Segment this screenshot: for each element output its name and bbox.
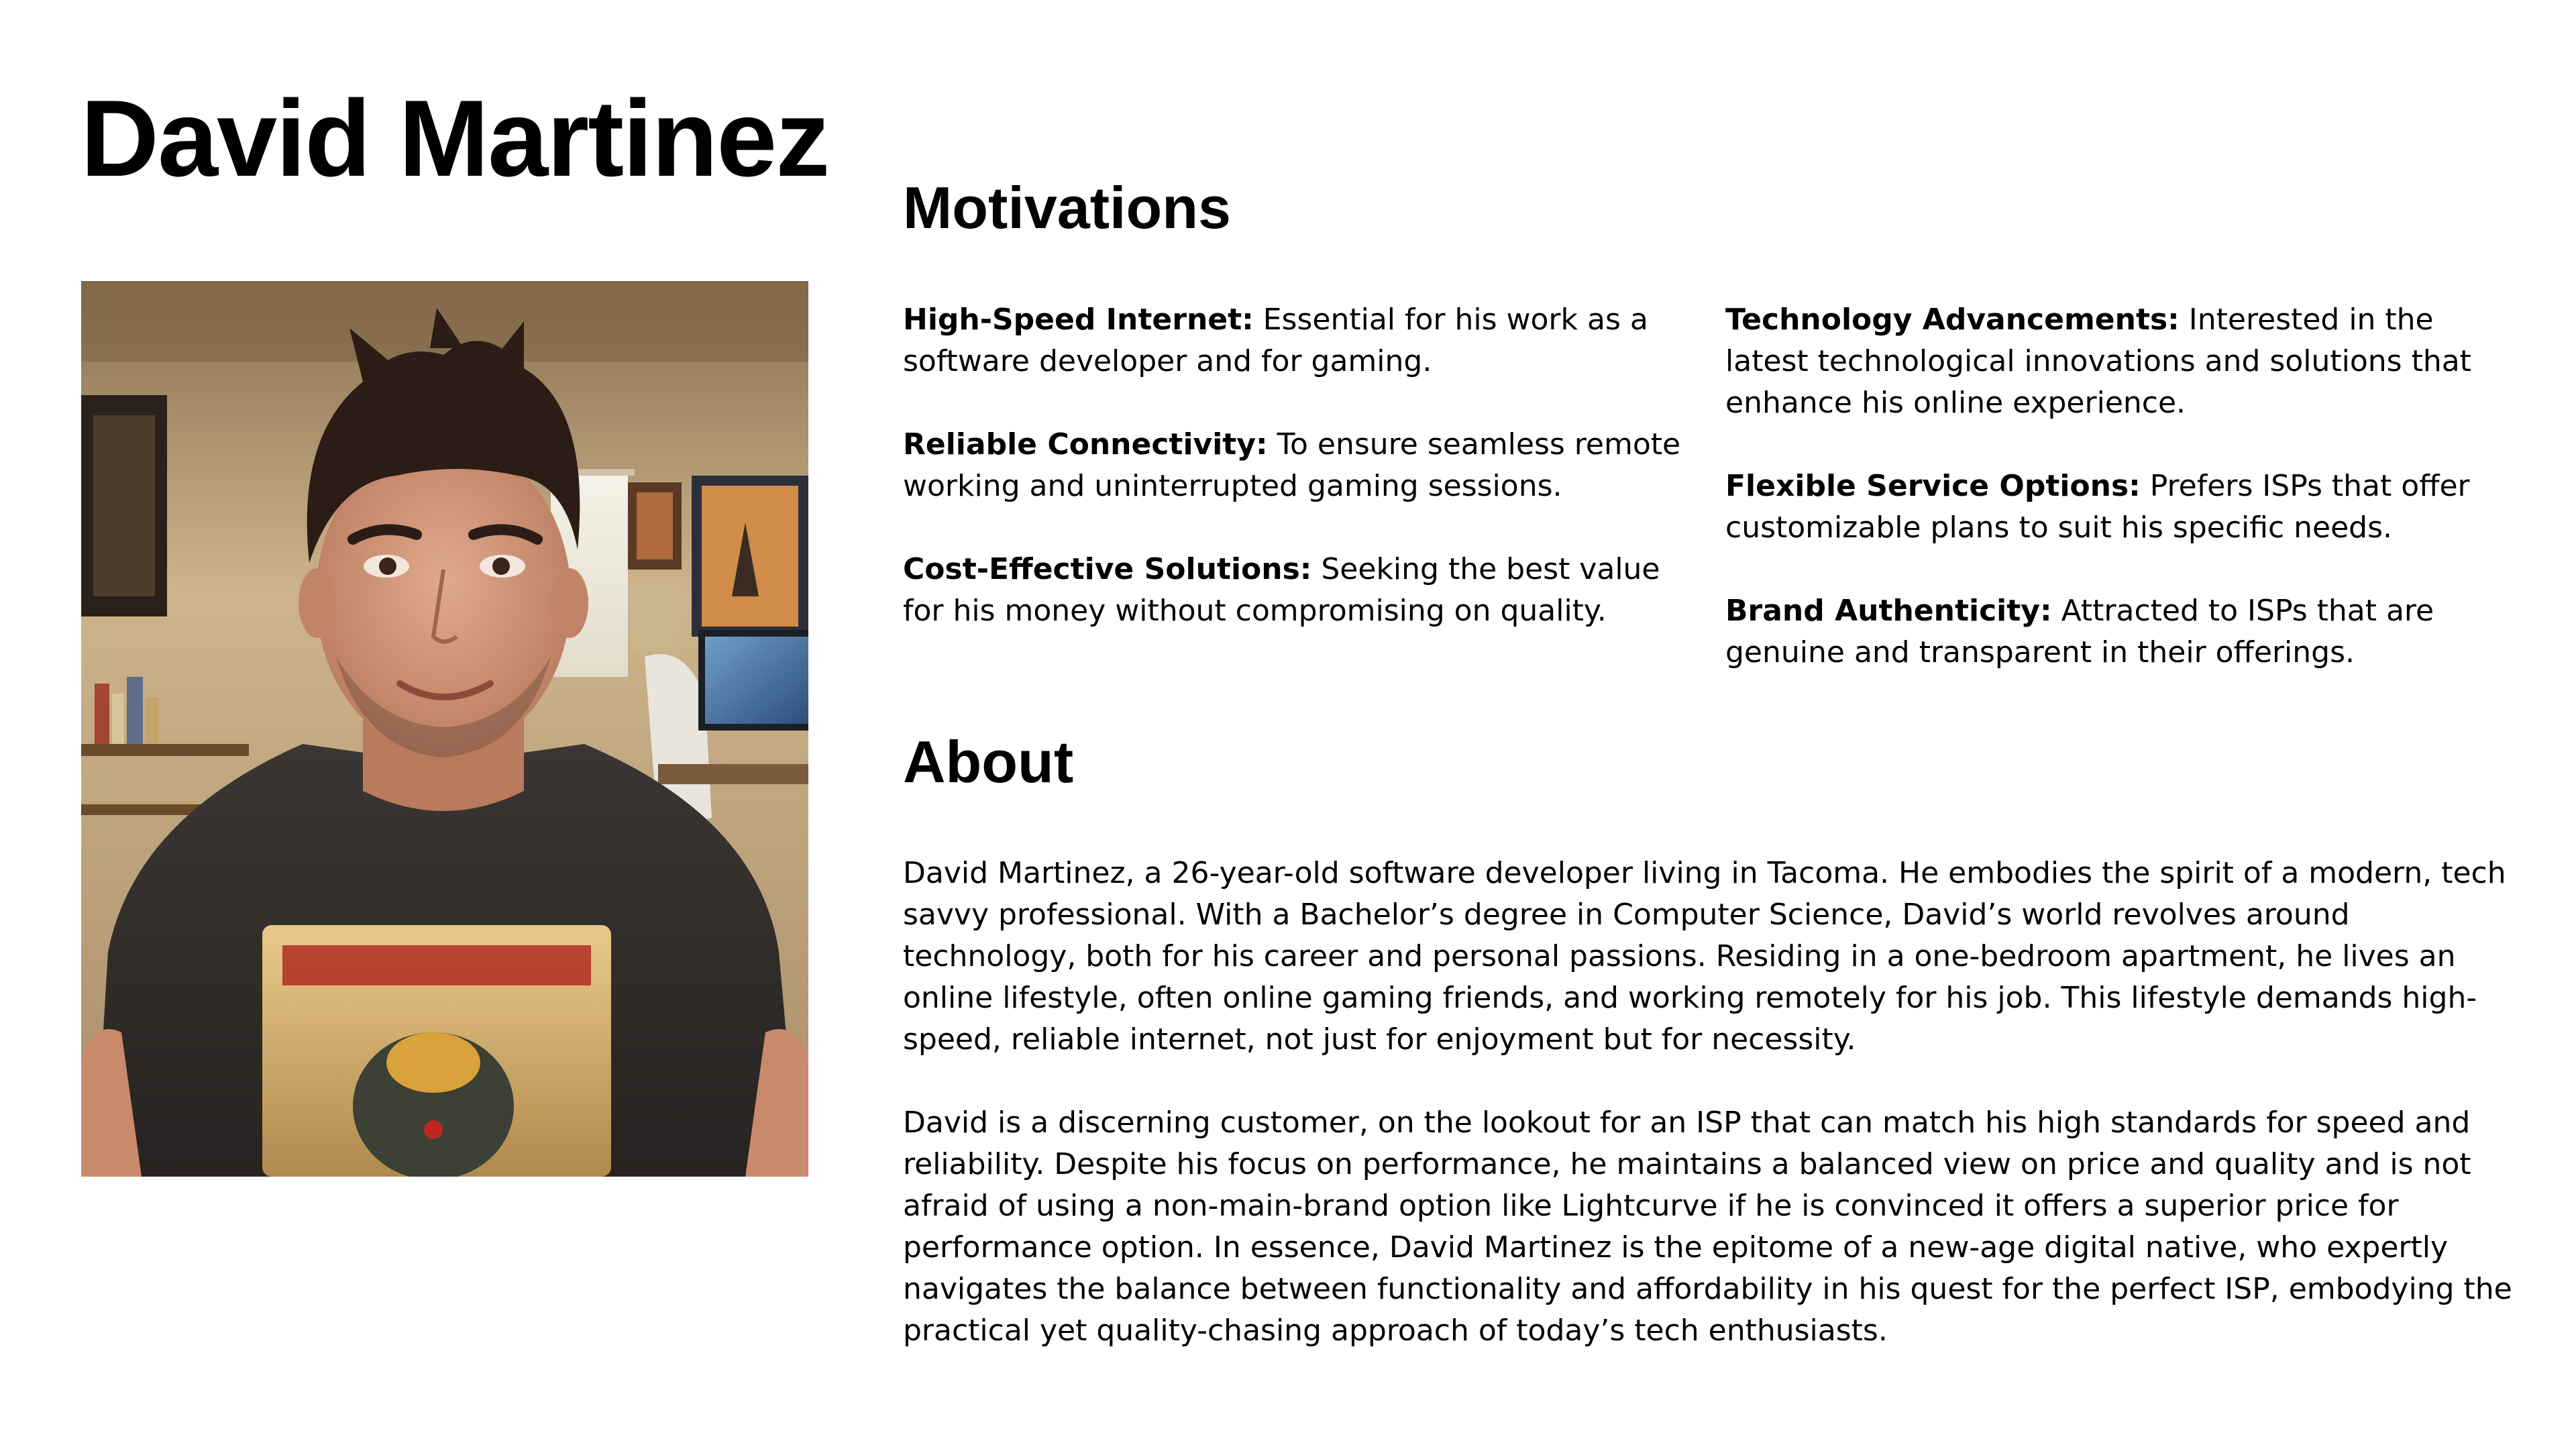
motivation-label: High-Speed Internet: [903, 303, 1254, 337]
motivation-label: Brand Authenticity: [1725, 594, 2052, 628]
persona-photo [81, 281, 808, 1177]
about-paragraph: David Martinez, a 26-year-old software developer living in Tacoma. He embodies the spirit of a modern, tech savvy professional. With a Bachelor’s degree in Computer Science, David’s world revolves around technology, both for his career and personal passions. Residing in a one-bedroom apartment, he lives an online lifestyle, often online gaming friends, and working remotely for his job. This lifestyle demands high-speed, reliable internet, not just for enjoyment but for necessity. [903, 856, 2506, 1057]
motivations-right-column [1725, 299, 2524, 674]
motivation-item [1725, 466, 2524, 549]
motivation-item [1725, 590, 2524, 674]
motivation-text: Essential for his work as a software developer and for gaming. [903, 303, 1648, 378]
motivations-heading: Motivations [903, 174, 1231, 241]
motivation-label: Technology Advancements: [1725, 303, 2180, 337]
motivation-label: Cost-Effective Solutions: [903, 552, 1312, 586]
motivation-text: To ensure seamless remote working and uninterrupted gaming sessions. [903, 427, 1681, 503]
motivation-item [903, 549, 1708, 632]
about-heading: About [903, 729, 1074, 795]
motivation-item [1725, 299, 2524, 424]
motivation-text: Seeking the best value for his money without compromising on quality. [903, 552, 1660, 628]
motivations-left-column [903, 299, 1708, 632]
persona-name: David Martinez [80, 78, 829, 199]
about-paragraph: David is a discerning customer, on the lookout for an ISP that can match his high standards for speed and reliability. Despite his focus on performance, he maintains a balanced view on price and quality and is not afraid of using a non-main-brand option like Lightcurve if he is convinced it offers a superior price for performance option. In essence, David Martinez is the epitome of a new-age digital native, who expertly navigates the balance between functionality and affordability in his quest for the perfect ISP, embodying the practical yet quality-chasing approach of today’s tech enthusiasts. [903, 1106, 2512, 1348]
motivation-text: Interested in the latest technological innovations and solutions that enhance his online experience. [1725, 303, 2471, 420]
about-body [903, 853, 2526, 1352]
motivation-item [903, 299, 1708, 382]
motivation-label: Flexible Service Options: [1725, 469, 2141, 503]
motivation-label: Reliable Connectivity: [903, 427, 1268, 462]
motivation-text: Prefers ISPs that offer customizable plans to suit his specific needs. [1725, 469, 2470, 545]
motivation-text: Attracted to ISPs that are genuine and transparent in their offerings. [1725, 594, 2434, 669]
motivation-item [903, 424, 1708, 507]
